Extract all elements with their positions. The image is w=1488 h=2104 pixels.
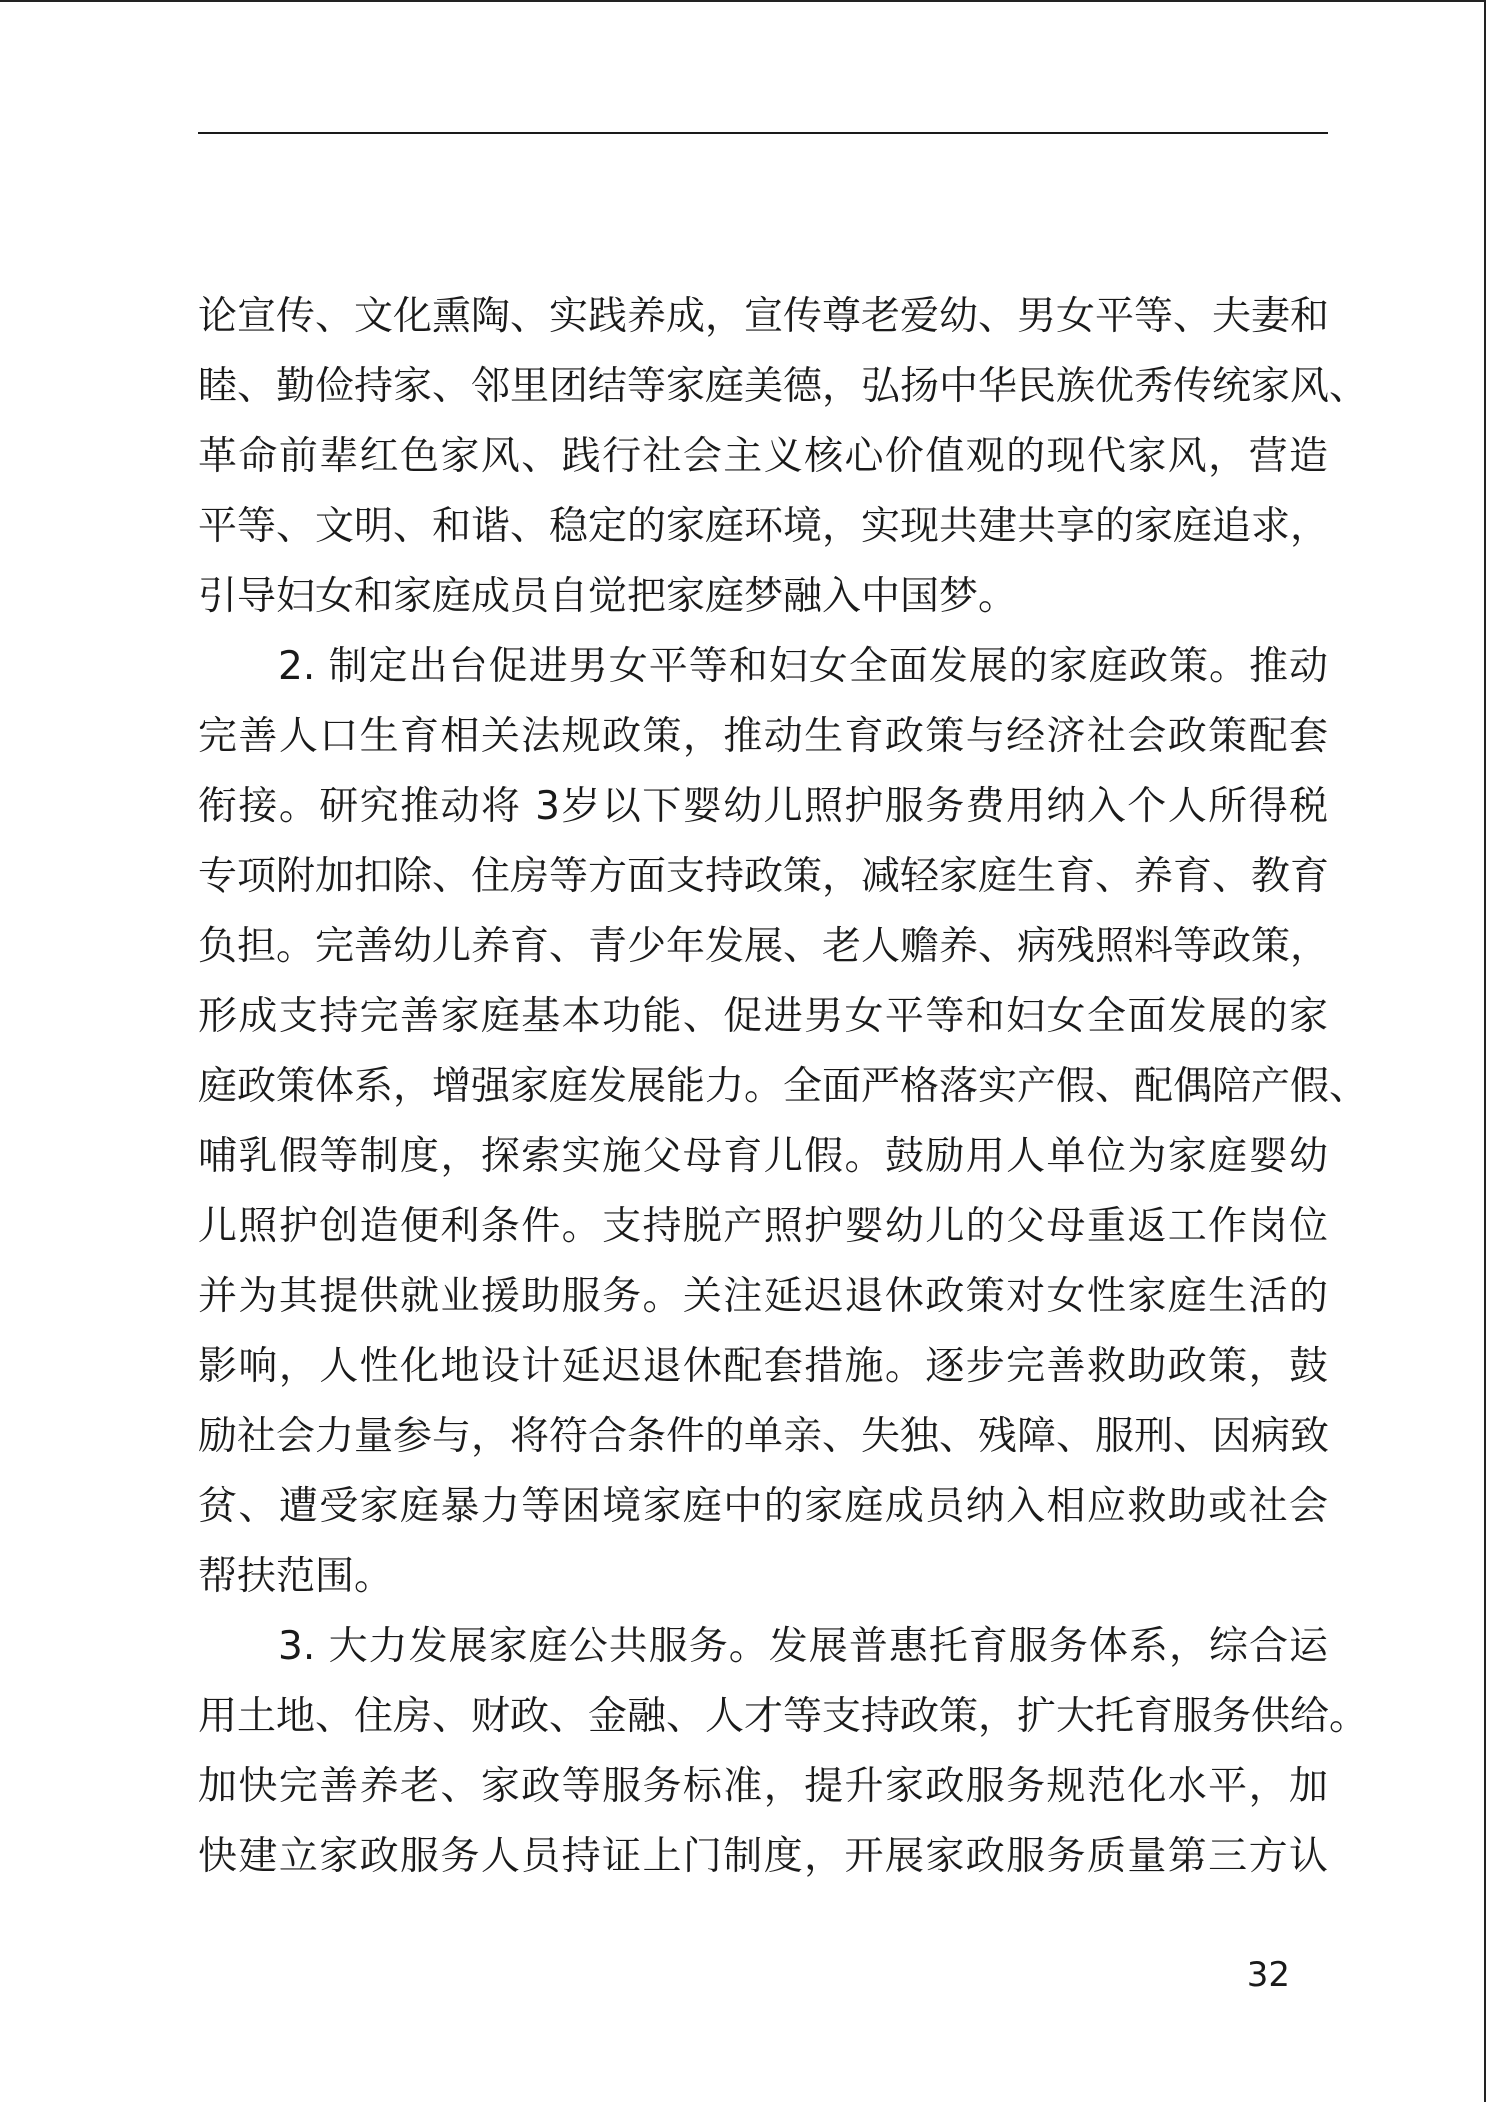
text-line: 革命前辈红色家风、践行社会主义核心价值观的现代家风，营造 xyxy=(198,434,1328,479)
text-line: 3. 大力发展家庭公共服务。发展普惠托育服务体系，综合运 xyxy=(278,1624,1328,1669)
text-line: 引导妇女和家庭成员自觉把家庭梦融入中国梦。 xyxy=(198,574,1018,619)
text-line: 专项附加扣除、住房等方面支持政策，减轻家庭生育、养育、教育 xyxy=(198,854,1330,899)
text-line: 影响，人性化地设计延迟退休配套措施。逐步完善救助政策，鼓 xyxy=(198,1344,1328,1389)
text-line: 哺乳假等制度，探索实施父母育儿假。鼓励用人单位为家庭婴幼 xyxy=(198,1134,1328,1179)
text-line: 加快完善养老、家政等服务标准，提升家政服务规范化水平，加 xyxy=(198,1764,1328,1809)
text-line: 衔接。研究推动将 3岁以下婴幼儿照护服务费用纳入个人所得税 xyxy=(198,784,1328,829)
text-line: 论宣传、文化熏陶、实践养成，宣传尊老爱幼、男女平等、夫妻和 xyxy=(198,294,1330,339)
header-rule xyxy=(198,132,1328,134)
text-line: 快建立家政服务人员持证上门制度，开展家政服务质量第三方认 xyxy=(198,1834,1328,1879)
text-line: 并为其提供就业援助服务。关注延迟退休政策对女性家庭生活的 xyxy=(198,1274,1328,1319)
text-line: 励社会力量参与，将符合条件的单亲、失独、残障、服刑、因病致 xyxy=(198,1414,1330,1459)
text-line: 2. 制定出台促进男女平等和妇女全面发展的家庭政策。推动 xyxy=(278,644,1328,689)
body-text xyxy=(198,282,1369,1892)
text-line: 形成支持完善家庭基本功能、促进男女平等和妇女全面发展的家 xyxy=(198,994,1328,1039)
text-line: 用土地、住房、财政、金融、人才等支持政策，扩大托育服务供给。 xyxy=(198,1694,1369,1739)
text-line: 平等、文明、和谐、稳定的家庭环境，实现共建共享的家庭追求， xyxy=(198,504,1330,549)
text-line: 贫、遭受家庭暴力等困境家庭中的家庭成员纳入相应救助或社会 xyxy=(198,1484,1328,1529)
page-number: 32 xyxy=(1246,1955,1290,1995)
text-line: 儿照护创造便利条件。支持脱产照护婴幼儿的父母重返工作岗位 xyxy=(198,1204,1328,1249)
text-line: 完善人口生育相关法规政策，推动生育政策与经济社会政策配套 xyxy=(198,714,1328,759)
text-line: 睦、勤俭持家、邻里团结等家庭美德，弘扬中华民族优秀传统家风、 xyxy=(198,364,1369,409)
text-line: 帮扶范围。 xyxy=(198,1554,394,1599)
text-line: 负担。完善幼儿养育、青少年发展、老人赡养、病残照料等政策， xyxy=(198,924,1330,969)
text-line: 庭政策体系，增强家庭发展能力。全面严格落实产假、配偶陪产假、 xyxy=(198,1064,1369,1109)
